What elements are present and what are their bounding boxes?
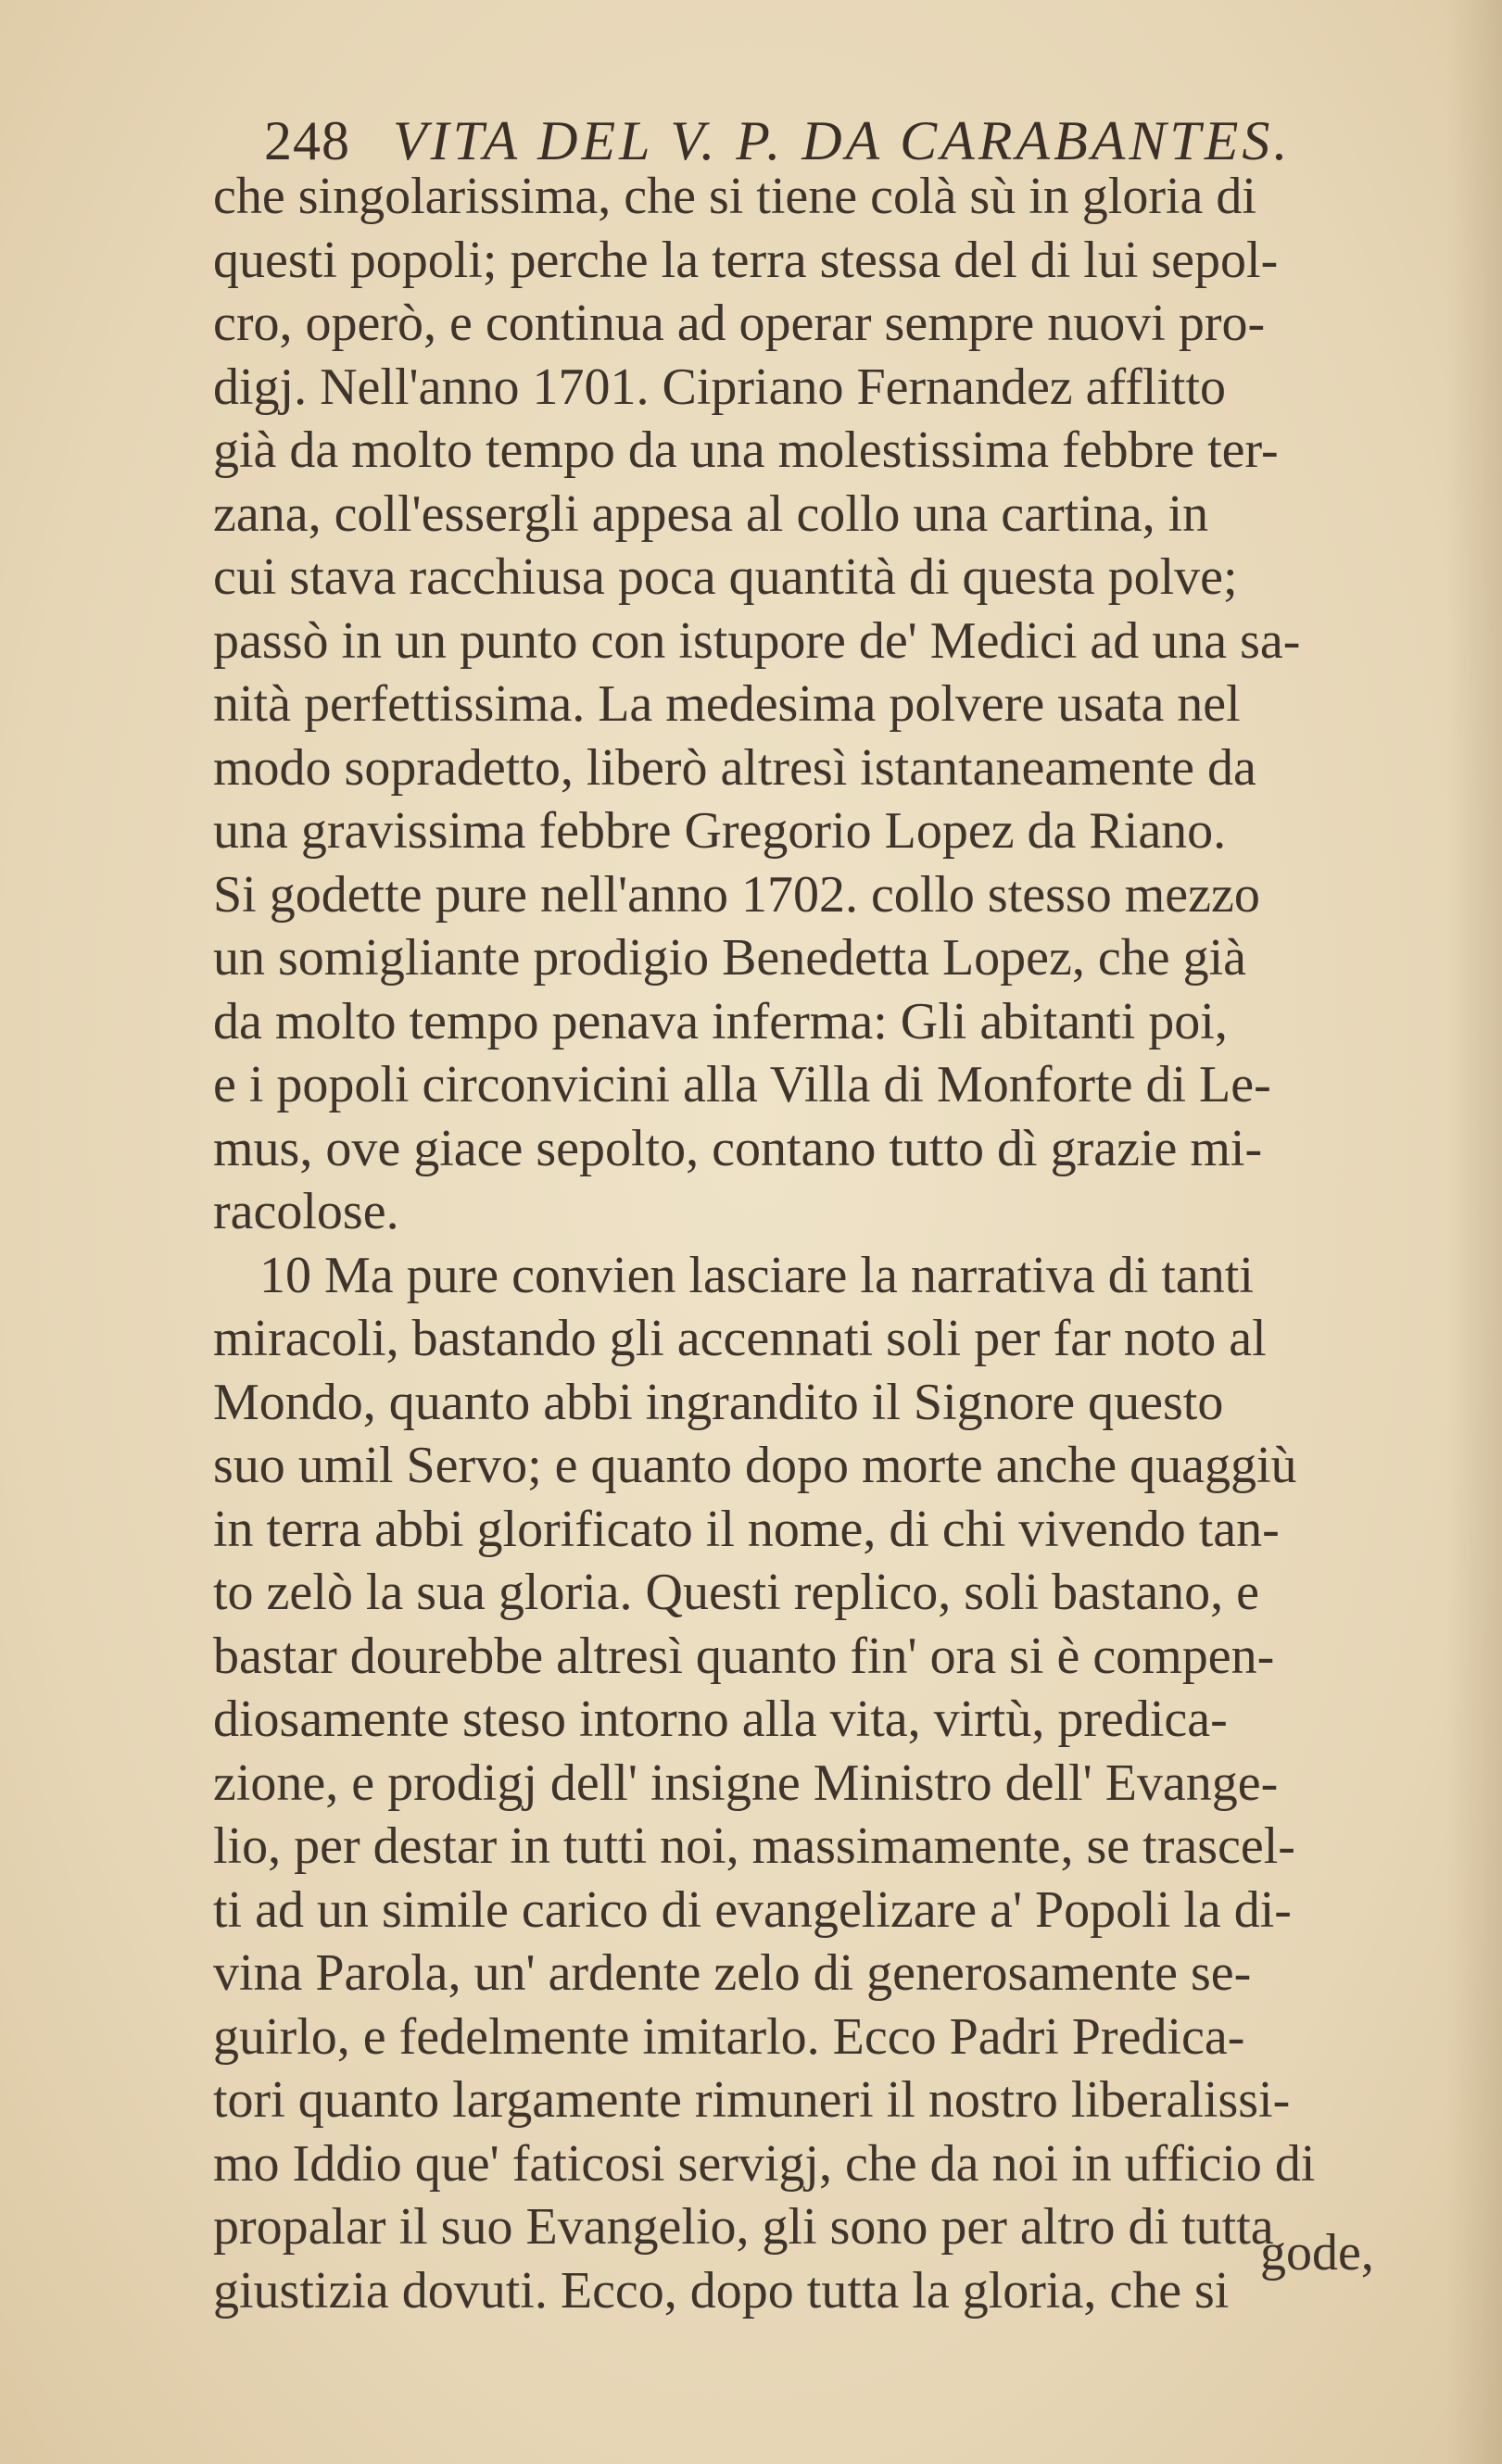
paragraph-start-line: 10 Ma pure convien lasciare la narrativa di tanti bbox=[259, 1246, 1254, 1304]
text-line: to zelò la sua gloria. Questi replico, soli bastano, e bbox=[213, 1564, 1260, 1621]
text-line: in terra abbi glorificato il nome, di chi vivendo tan- bbox=[213, 1500, 1280, 1558]
text-line: racolose. bbox=[213, 1183, 399, 1240]
text-line: lio, per destar in tutti noi, massimamente, se trascel- bbox=[213, 1817, 1295, 1875]
text-line: che singolarissima, che si tiene colà sù in gloria di bbox=[213, 168, 1256, 225]
text-line: Mondo, quanto abbi ingrandito il Signore questo bbox=[213, 1373, 1224, 1431]
text-line: suo umil Servo; e quanto dopo morte anche quaggiù bbox=[213, 1437, 1297, 1494]
text-line: passò in un punto con istupore de' Medici ad una sa- bbox=[213, 611, 1301, 670]
running-title: VITA DEL V. P. DA CARABANTES. bbox=[393, 110, 1292, 171]
text-line: nità perfettissima. La medesima polvere usata nel bbox=[213, 675, 1241, 733]
text-line: zione, e prodigj dell' insigne Ministro dell' Evange- bbox=[213, 1754, 1279, 1812]
text-line: Si godette pure nell'anno 1702. collo stesso mezzo bbox=[213, 865, 1260, 924]
text-line: mus, ove giace sepolto, contano tutto dì grazie mi- bbox=[213, 1119, 1263, 1177]
text-line: una gravissima febbre Gregorio Lopez da Riano. bbox=[213, 802, 1227, 860]
text-line: e i popoli circonvicini alla Villa di Monforte di Le- bbox=[213, 1056, 1271, 1113]
body-text bbox=[213, 165, 1473, 2322]
text-line: cui stava racchiusa poca quantità di questa polve; bbox=[213, 548, 1238, 606]
text-line: da molto tempo penava inferma: Gli abitanti poi, bbox=[213, 992, 1228, 1050]
text-line: digj. Nell'anno 1701. Cipriano Fernandez afflitto bbox=[213, 358, 1227, 416]
text-line: modo sopradetto, liberò altresì istantaneamente da bbox=[213, 738, 1256, 797]
text-line: zana, coll'essergli appesa al collo una cartina, in bbox=[213, 484, 1209, 543]
text-line: vina Parola, un' ardente zelo di generosamente se- bbox=[213, 1944, 1252, 2002]
text-line: ti ad un simile carico di evangelizare a' Popoli la di- bbox=[213, 1880, 1292, 1939]
text-line: un somigliante prodigio Benedetta Lopez, che già bbox=[213, 929, 1246, 987]
text-line: tori quanto largamente rimuneri il nostro liberalissi- bbox=[213, 2071, 1291, 2129]
text-line: guirlo, e fedelmente imitarlo. Ecco Padri Predica- bbox=[213, 2007, 1245, 2066]
text-line: miracoli, bastando gli accennati soli per far noto al bbox=[213, 1310, 1267, 1367]
text-line: questi popoli; perche la terra stessa del di lui sepol- bbox=[213, 231, 1279, 289]
text-line: diosamente steso intorno alla vita, virtù, predica- bbox=[213, 1691, 1228, 1748]
page-header bbox=[264, 109, 1469, 173]
text-line: bastar dourebbe altresì quanto fin' ora si è compen- bbox=[213, 1627, 1275, 1685]
text-line: già da molto tempo da una molestissima febbre ter- bbox=[213, 421, 1279, 479]
text-line: cro, operò, e continua ad operar sempre nuovi pro- bbox=[213, 295, 1266, 352]
text-line: giustizia dovuti. Ecco, dopo tutta la gloria, che si bbox=[213, 2261, 1230, 2319]
catchword: gode, bbox=[1260, 2224, 1374, 2282]
text-line: propalar il suo Evangelio, gli sono per altro di tutta bbox=[213, 2198, 1274, 2256]
text-line: mo Iddio que' faticosi servigj, che da noi in ufficio di bbox=[213, 2134, 1316, 2193]
page-number: 248 bbox=[264, 110, 350, 171]
